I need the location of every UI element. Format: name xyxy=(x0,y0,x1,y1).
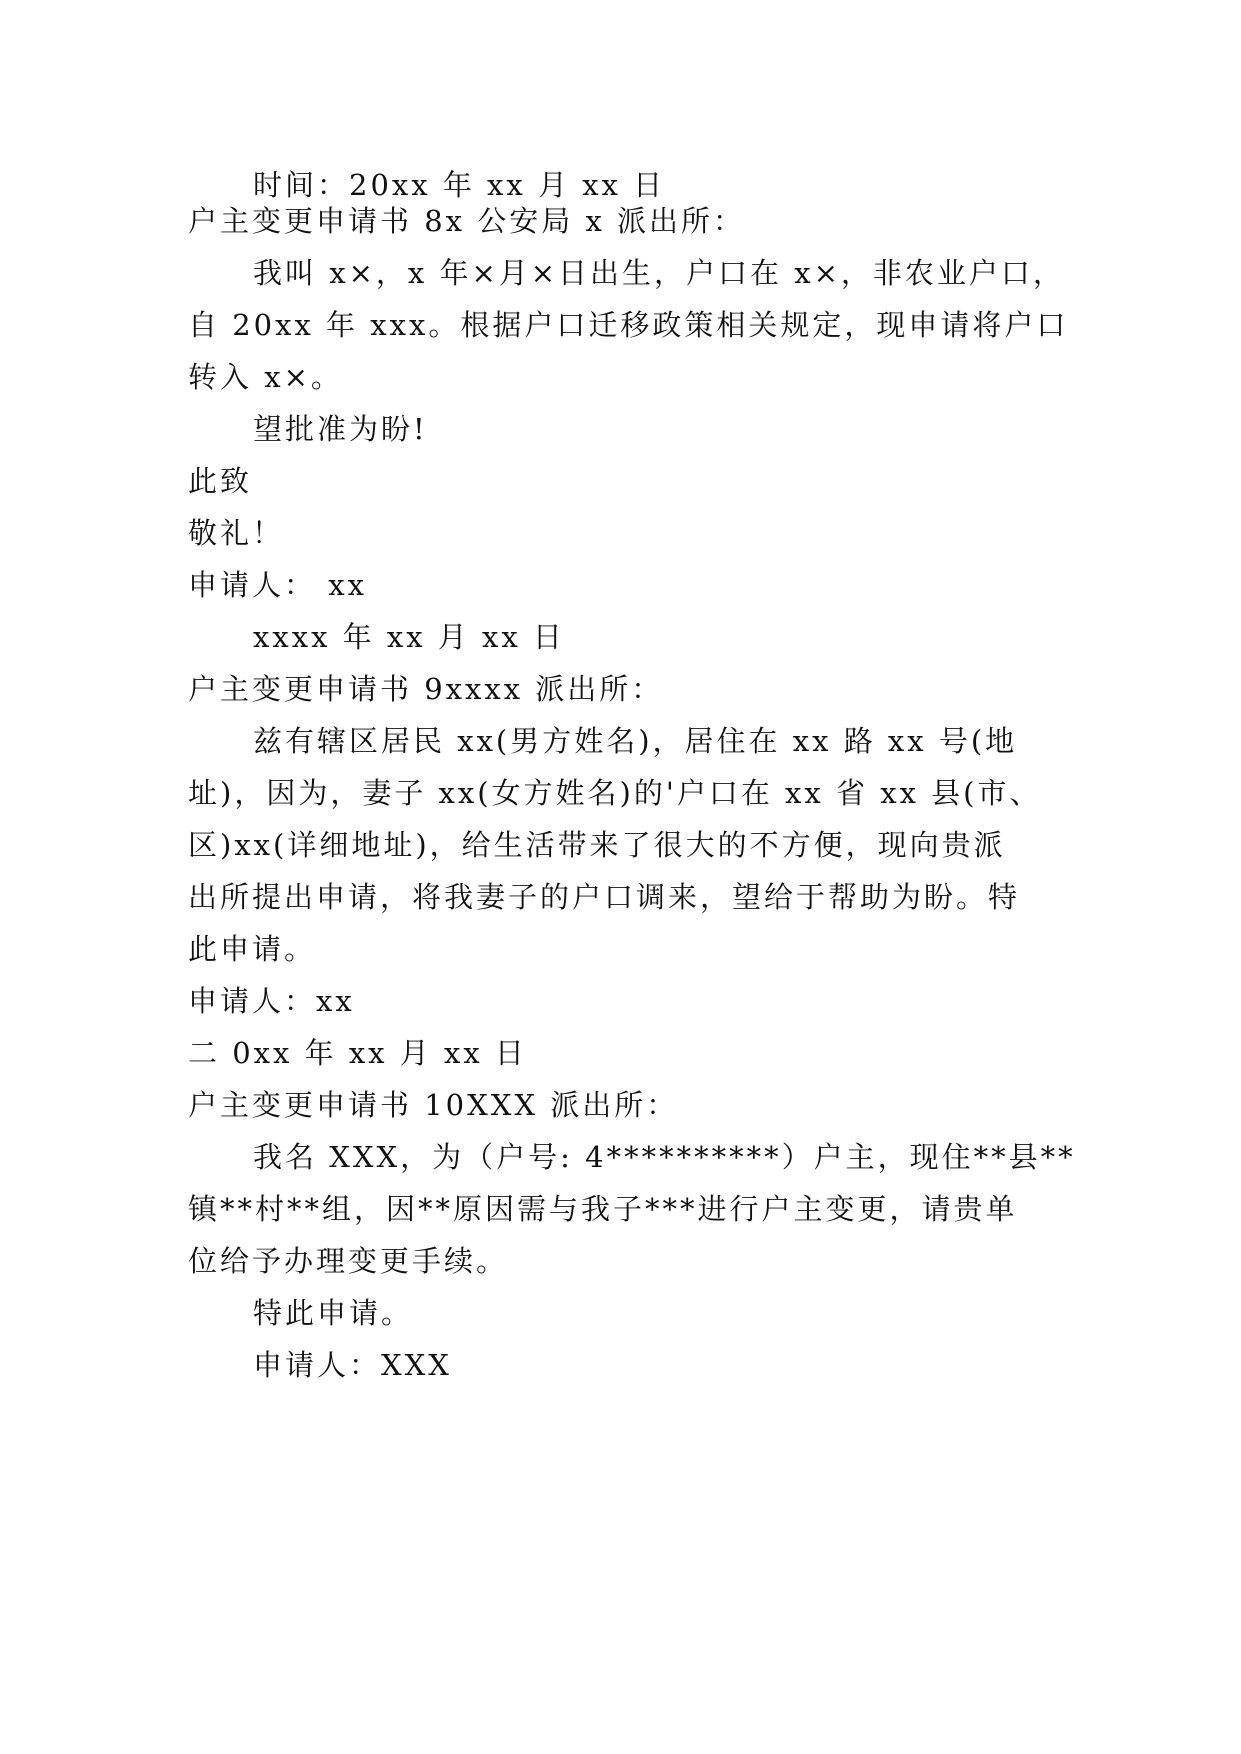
body-line: 兹有辖区居民 xx(男方姓名)，居住在 xx 路 xx 号(地 xyxy=(253,724,1018,758)
body-line: 特此申请。 xyxy=(253,1296,414,1330)
body-line: 位给予办理变更手续。 xyxy=(188,1244,509,1278)
letter-heading: 户主变更申请书 10XXX 派出所： xyxy=(188,1088,679,1122)
body-line: 转入 x×。 xyxy=(188,360,343,394)
body-line: 址)，因为，妻子 xx(女方姓名)的'户口在 xx 省 xx 县(市、 xyxy=(188,776,1042,810)
body-line: 望批准为盼! xyxy=(253,412,428,446)
letter-heading: 户主变更申请书 9xxxx 派出所： xyxy=(188,672,664,706)
date-line: 二 0xx 年 xx 月 xx 日 xyxy=(188,1036,527,1070)
body-line: 自 20xx 年 xxx。根据户口迁移政策相关规定，现申请将户口 xyxy=(188,308,1069,342)
closing-line: 敬礼！ xyxy=(188,516,285,550)
body-line: 我叫 x×，x 年×月×日出生，户口在 x×，非农业户口， xyxy=(253,256,1065,290)
body-line: 出所提出申请，将我妻子的户口调来，望给于帮助为盼。特 xyxy=(188,880,1021,914)
closing-line: 此致 xyxy=(188,464,253,498)
signature-line: 申请人：xx xyxy=(188,984,355,1018)
signature-line: 申请人：XXX xyxy=(253,1348,452,1382)
body-line: 区)xx(详细地址)，给生活带来了很大的不方便，现向贵派 xyxy=(188,828,1006,862)
body-line: 此申请。 xyxy=(188,932,317,966)
letter-heading: 户主变更申请书 8x 公安局 x 派出所： xyxy=(188,204,746,238)
body-line: 镇**村**组，因**原因需与我子***进行户主变更，请贵单 xyxy=(188,1192,1018,1226)
date-line: xxxx 年 xx 月 xx 日 xyxy=(253,620,565,654)
body-line: 我名 XXX，为（户号: 4**********）户主，现住**县** xyxy=(253,1140,1076,1174)
signature-line: 申请人： xx xyxy=(188,568,367,602)
date-line: 时间：20xx 年 xx 月 xx 日 xyxy=(253,168,666,202)
